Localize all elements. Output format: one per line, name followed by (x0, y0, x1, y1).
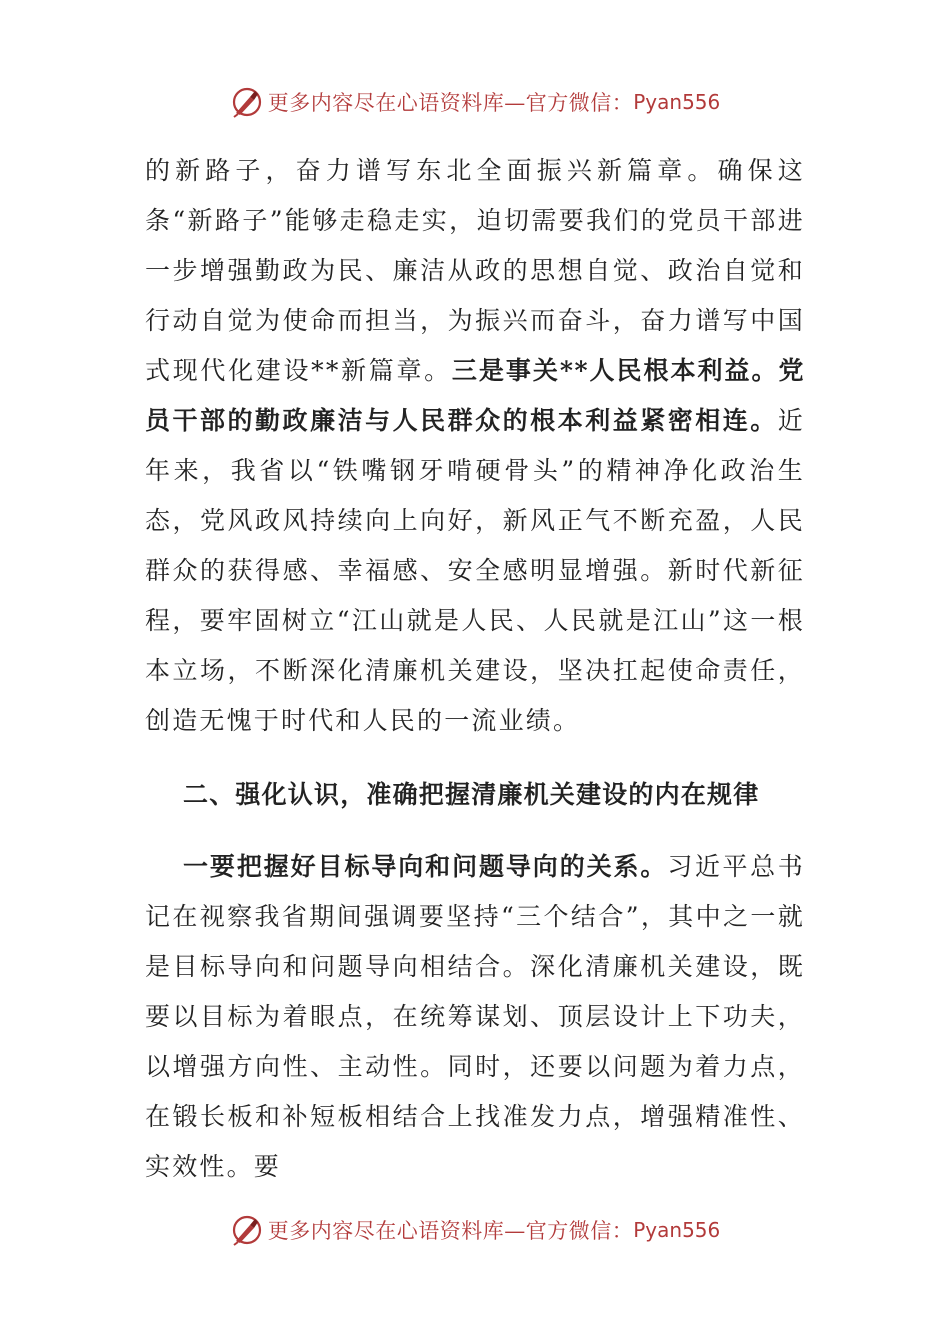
paragraph-2 (145, 842, 805, 1192)
paragraph-1 (145, 146, 805, 746)
footer-banner (0, 1210, 950, 1250)
paragraph-1-bold: 三是事关**人民根本利益。党员干部的勤政廉洁与人民群众的根本利益紧密相连。 (145, 356, 805, 435)
document-body (145, 146, 805, 1192)
paragraph-2-text: 习近平总书记在视察我省期间强调要坚持“三个结合”，其中之一就是目标导向和问题导向相结合。深化清廉机关建设，既要以目标为着眼点，在统筹谋划、顶层设计上下功夫，以增强方向性、主动性。同时，还要以问题为着力点，在锻长板和补短板相结合上找准发力点，增强精准性、实效性。要 (145, 852, 805, 1181)
section-heading-2: 二、强化认识，准确把握清廉机关建设的内在规律 (183, 780, 760, 809)
footer-banner-wechat-id: Pyan556 (633, 1218, 721, 1242)
paragraph-2-bold: 一要把握好目标导向和问题导向的关系。 (183, 852, 668, 881)
footer-banner-text: 更多内容尽在心语资料库—官方微信： (267, 1219, 634, 1243)
paragraph-1-text-a: 的新路子，奋力谱写东北全面振兴新篇章。确保这条“新路子”能够走稳走实，迫切需要我们的党员干部进一步增强勤政为民、廉洁从政的思想自觉、政治自觉和行动自觉为使命而担当，为振兴而奋斗，奋力谱写中国式现代化建设**新篇章。 (145, 156, 805, 385)
header-banner (0, 82, 950, 122)
header-banner-text: 更多内容尽在心语资料库—官方微信： (267, 91, 634, 115)
paragraph-1-text-b: 近年来，我省以“铁嘴钢牙啃硬骨头”的精神净化政治生态，党风政风持续向上向好，新风正气不断充盈，人民群众的获得感、幸福感、安全感明显增强。新时代新征程，要牢固树立“江山就是人民、人民就是江山”这一根本立场，不断深化清廉机关建设，坚决扛起使命责任，创造无愧于时代和人民的一流业绩。 (145, 406, 805, 735)
header-banner-wechat-id: Pyan556 (633, 90, 721, 114)
pen-nib-logo-icon (230, 1213, 264, 1247)
pen-nib-logo-icon (230, 85, 264, 119)
